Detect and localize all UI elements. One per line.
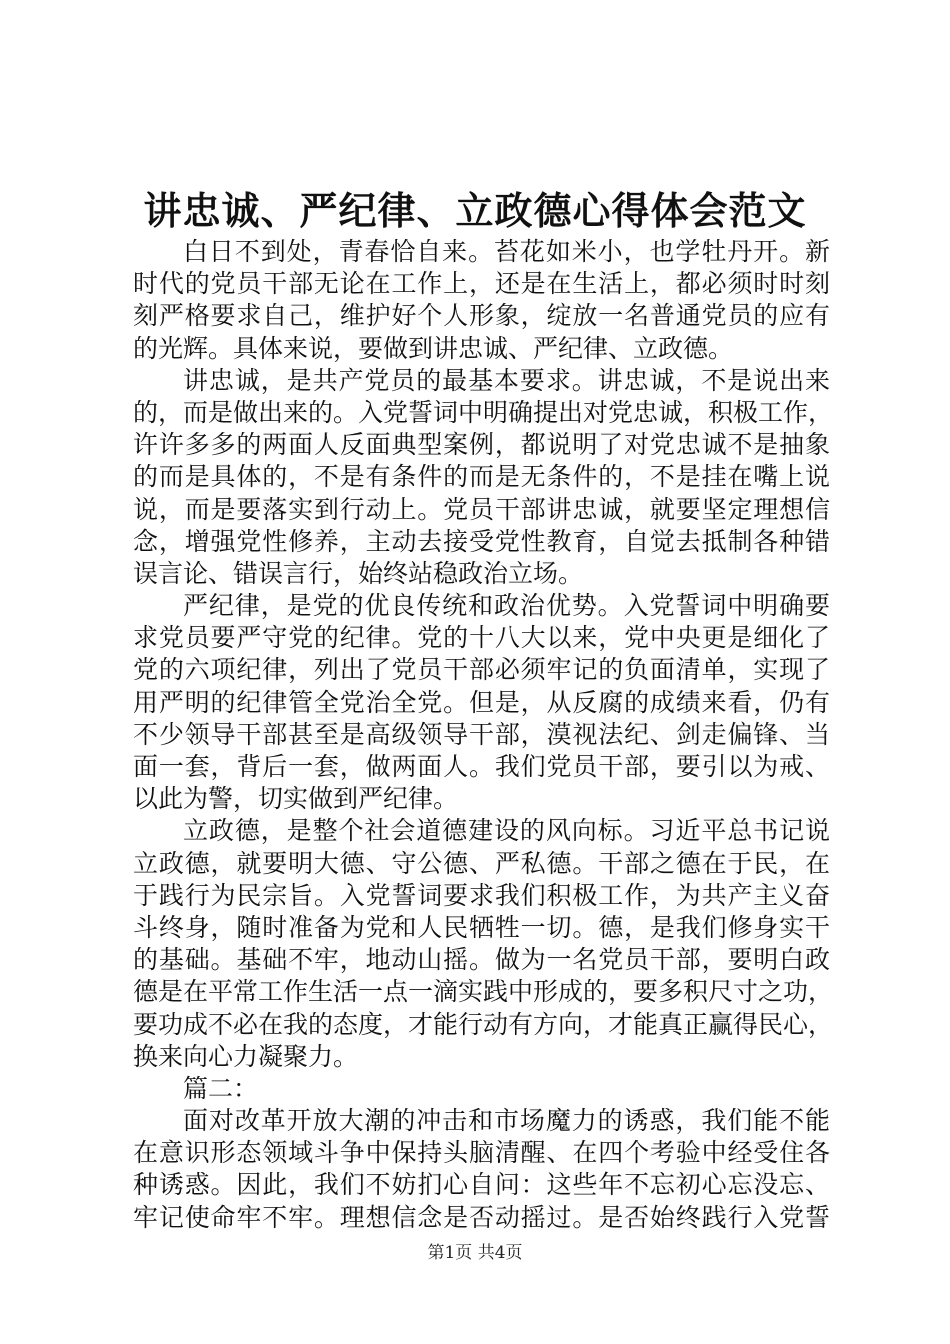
paragraph-line: 面对改革开放大潮的冲击和市场魔力的诱惑，我们能不能 [183, 1106, 830, 1136]
paragraph-line: 时代的党员干部无论在工作上，还是在生活上，都必须时时刻 [133, 269, 830, 299]
paragraph-line: 用严明的纪律管全党治全党。但是，从反腐的成绩来看，仍有 [133, 687, 830, 717]
paragraph-line: 面一套，背后一套，做两面人。我们党员干部，要引以为戒、 [133, 752, 830, 781]
paragraph-line: 换来向心力凝聚力。 [133, 1041, 359, 1071]
paragraph-line: 立政德，就要明大德、守公德、严私德。干部之德在于民，在 [133, 848, 830, 878]
paragraph-line: 的，而是做出来的。入党誓词中明确提出对党忠诚，积极工作， [133, 397, 834, 427]
document-body [133, 236, 834, 1234]
paragraph-line: 在意识形态领域斗争中保持头脑清醒、在四个考验中经受住各 [133, 1138, 830, 1168]
page-number: 第1页 共4页 [427, 1243, 523, 1263]
paragraph-line: 白日不到处，青春恰自来。苔花如米小，也学牡丹开。新 [183, 237, 830, 266]
paragraph-line: 不少领导干部甚至是高级领导干部，漠视法纪、剑走偏锋、当 [133, 719, 830, 749]
paragraph-line: 求党员要严守党的纪律。党的十八大以来，党中央更是细化了 [133, 623, 830, 653]
section-heading: 篇二： [183, 1073, 259, 1103]
paragraph-line: 立政德，是整个社会道德建设的风向标。习近平总书记说 [183, 816, 830, 846]
paragraph-line: 于践行为民宗旨。入党誓词要求我们积极工作，为共产主义奋 [133, 880, 830, 910]
paragraph-line: 的而是具体的，不是有条件的而是无条件的，不是挂在嘴上说 [133, 462, 830, 492]
paragraph-line: 讲忠诚，是共产党员的最基本要求。讲忠诚，不是说出来 [183, 365, 830, 395]
paragraph-line: 要功成不必在我的态度，才能行动有方向，才能真正赢得民心， [133, 1009, 834, 1039]
paragraph-line: 斗终身，随时准备为党和人民牺牲一切。德，是我们修身实干 [133, 912, 830, 942]
paragraph-line: 念，增强党性修养，主动去接受党性教育，自觉去抵制各种错 [133, 526, 830, 556]
paragraph-line: 以此为警，切实做到严纪律。 [133, 784, 459, 814]
paragraph-line: 牢记使命牢不牢。理想信念是否动摇过。是否始终践行入党誓 [133, 1202, 830, 1232]
paragraph-line: 许许多多的两面人反面典型案例，都说明了对党忠诚不是抽象 [133, 430, 830, 460]
paragraph-line: 说，而是要落实到行动上。党员干部讲忠诚，就要坚定理想信 [133, 494, 830, 524]
paragraph-line: 种诱惑。因此，我们不妨扪心自问：这些年不忘初心忘没忘、 [133, 1170, 830, 1200]
paragraph-line: 刻严格要求自己，维护好个人形象，绽放一名普通党员的应有 [133, 301, 830, 331]
page-title: 讲忠诚、严纪律、立政德心得体会范文 [143, 188, 807, 233]
paragraph-line: 的光辉。具体来说，要做到讲忠诚、严纪律、立政德。 [133, 333, 734, 363]
paragraph-line: 党的六项纪律，列出了党员干部必须牢记的负面清单，实现了 [133, 655, 830, 685]
paragraph-line: 误言论、错误言行，始终站稳政治立场。 [133, 558, 584, 588]
paragraph-line: 严纪律，是党的优良传统和政治优势。入党誓词中明确要 [183, 591, 830, 621]
paragraph-line: 德是在平常工作生活一点一滴实践中形成的，要多积尺寸之功， [133, 977, 834, 1007]
paragraph-line: 的基础。基础不牢，地动山摇。做为一名党员干部，要明白政 [133, 945, 830, 975]
